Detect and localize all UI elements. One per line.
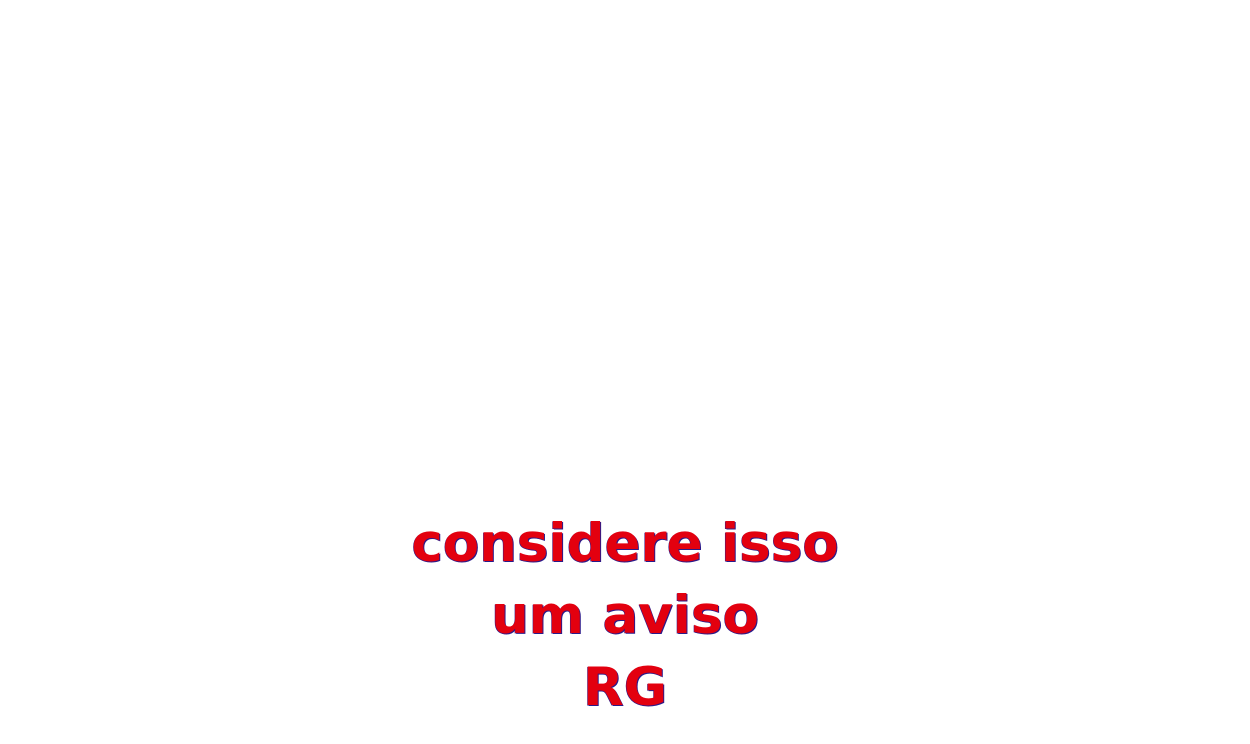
- caption-signature: RG: [582, 657, 668, 718]
- warning-caption: [0, 508, 1250, 724]
- caption-line-1: considere isso: [411, 513, 839, 574]
- caption-line-2: um aviso: [491, 585, 759, 646]
